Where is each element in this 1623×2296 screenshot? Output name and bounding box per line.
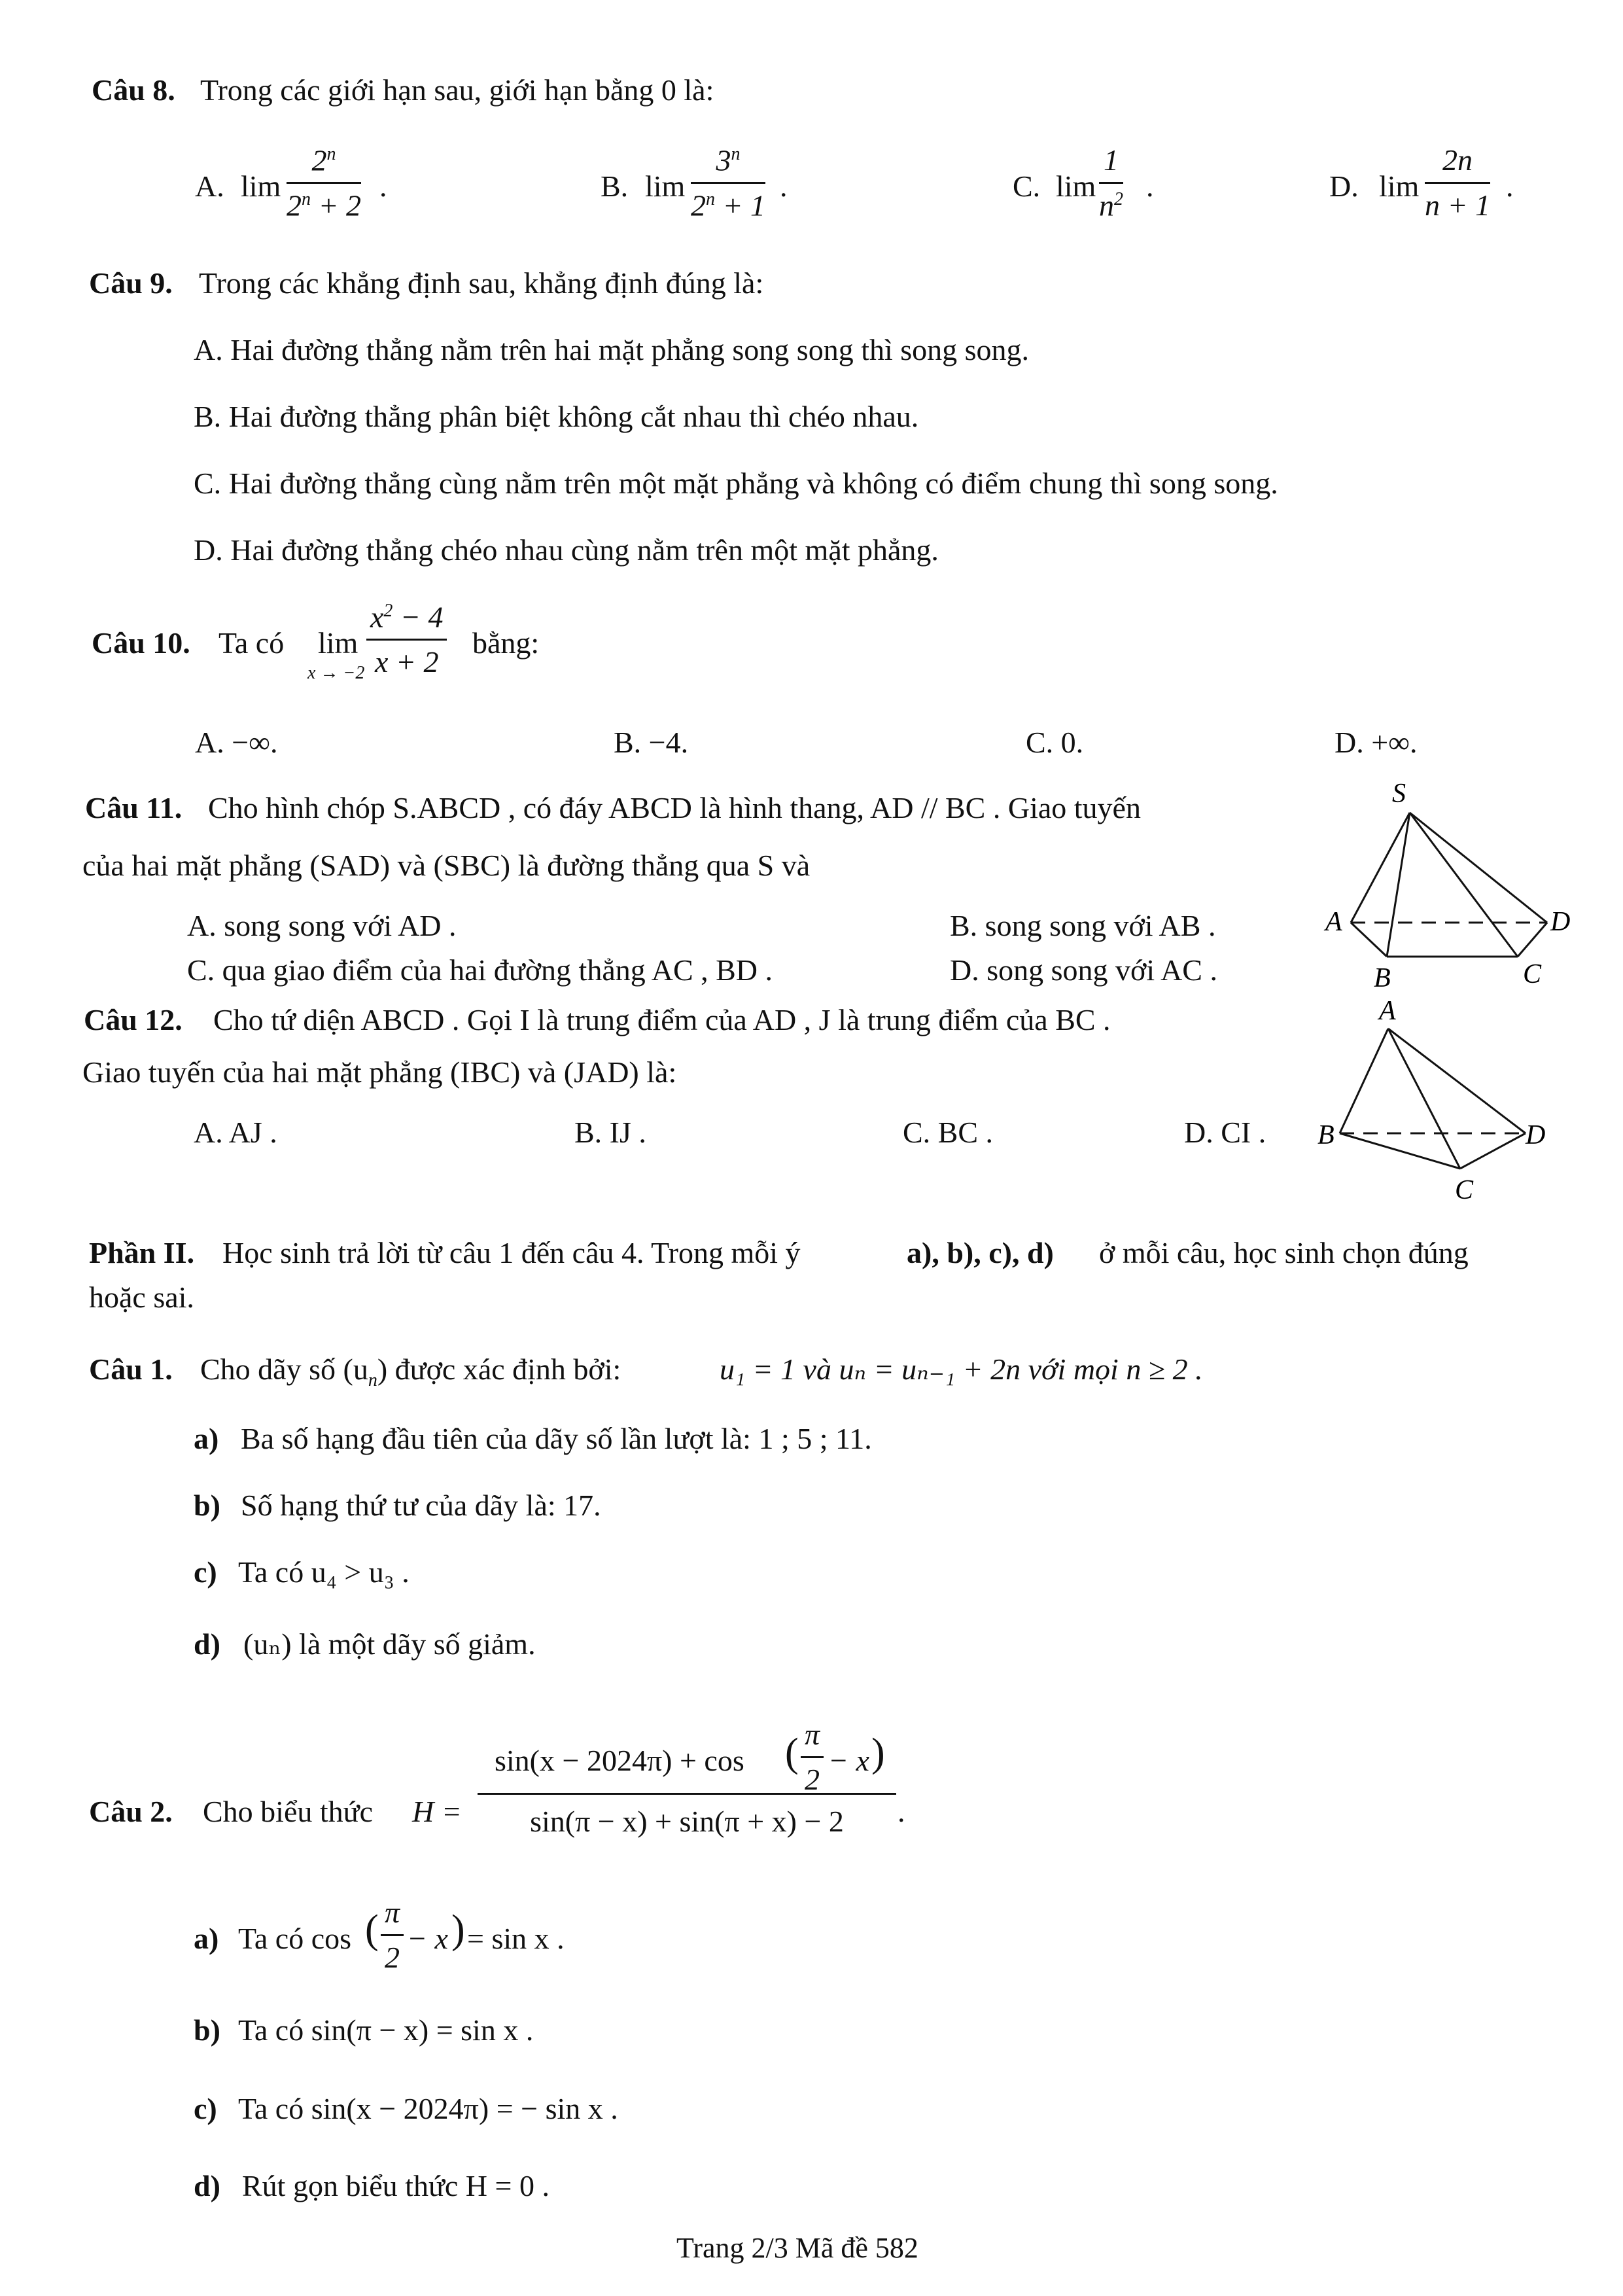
q8-option-a-letter: A.	[195, 169, 224, 203]
q11-text-line1: Cho hình chóp S.ABCD , có đáy ABCD là hình thang, AD // BC . Giao tuyến	[208, 791, 1141, 824]
q12-option-d: D. CI .	[1184, 1116, 1266, 1149]
q12-fig-label-b: B	[1318, 1120, 1335, 1150]
q8-option-c-lim: lim	[1056, 169, 1096, 203]
q12-text-line2: Giao tuyến của hai mặt phẳng (IBC) và (JAD) là:	[82, 1055, 677, 1089]
q10-suffix: bằng:	[472, 626, 540, 660]
q12-fig-label-a: A	[1379, 996, 1396, 1026]
q9-option-d: D. Hai đường thẳng chéo nhau cùng nằm trên một mặt phẳng.	[194, 533, 939, 567]
q9-label: Câu 9.	[89, 266, 173, 300]
p2q1-label: Câu 1.	[89, 1352, 173, 1386]
q12-label: Câu 12.	[84, 1003, 183, 1036]
p2q2-main-denominator: sin(π − x) + sin(π + x) − 2	[530, 1805, 844, 1838]
q12-option-b: B. IJ .	[574, 1116, 646, 1149]
q11-fig-label-a: A	[1325, 907, 1342, 937]
q8-option-d-fraction: $\frac{2n}{n + 1}$	[1425, 143, 1491, 222]
q10-label: Câu 10.	[92, 626, 190, 660]
p2q2-label: Câu 2.	[89, 1795, 173, 1828]
part2-text1: Học sinh trả lời từ câu 1 đến câu 4. Trong mỗi ý	[222, 1236, 801, 1269]
q10-prefix: Ta có	[218, 626, 285, 660]
q9-option-b: B. Hai đường thẳng phân biệt không cắt nhau thì chéo nhau.	[194, 400, 919, 433]
p2q2-main-fraction	[478, 1714, 896, 1839]
q8-option-b-lim: lim	[645, 169, 686, 203]
q10-lim-sub: x → −2	[307, 663, 365, 683]
part2-bold-items: a), b), c), d)	[907, 1236, 1054, 1269]
q10-option-a: A. −∞.	[195, 726, 278, 759]
q11-pyramid-figure	[1315, 779, 1577, 995]
q8-label: Câu 8.	[92, 73, 175, 107]
q8-question: Trong các giới hạn sau, giới hạn bằng 0 là:	[200, 73, 714, 107]
q11-label: Câu 11.	[85, 791, 183, 824]
q11-option-b: B. song song với AB .	[950, 909, 1216, 942]
q10-option-d: D. +∞.	[1335, 726, 1418, 759]
q8-option-d-lim: lim	[1379, 169, 1420, 203]
q8-option-b-fraction: $\frac{3^n}{2^n + 1}$	[691, 143, 766, 222]
part2-text3: hoặc sai.	[89, 1280, 194, 1314]
p2q1-text: Cho dãy số $(u_n)$ được xác định bởi:	[200, 1352, 621, 1391]
q8-option-b-letter: B.	[601, 169, 629, 203]
part2-text2: ở mỗi câu, học sinh chọn đúng	[1099, 1236, 1469, 1269]
q12-option-a: A. AJ .	[194, 1116, 277, 1149]
q11-fig-label-d: D	[1550, 907, 1571, 937]
q12-option-c: C. BC .	[903, 1116, 994, 1149]
q11-fig-label-b: B	[1374, 963, 1391, 993]
q12-fig-label-c: C	[1455, 1175, 1474, 1204]
q8-option-c-fraction: $\frac{1}{n^2}$	[1099, 143, 1123, 222]
part2-label: Phần II.	[89, 1236, 195, 1269]
q11-text-line2: của hai mặt phẳng (SAD) và (SBC) là đường thẳng qua S và	[82, 849, 811, 882]
q10-option-c: C. 0.	[1026, 726, 1084, 759]
q9-option-a: A. Hai đường thẳng nằm trên hai mặt phẳng song song thì song song.	[194, 333, 1030, 366]
q8-option-d-letter: D.	[1329, 169, 1359, 203]
q12-tetrahedron-figure	[1315, 995, 1577, 1204]
q10-lim: lim	[318, 626, 358, 660]
q10-fraction: $\frac{x^2 - 4}{x + 2}$	[366, 602, 447, 677]
p2q2-text: Cho biểu thức	[203, 1795, 374, 1828]
p2q2-main-numerator: sin(x − 2024π) + cos ( $\frac{\pi}{2}$ − x )	[478, 1714, 896, 1795]
q12-fig-label-d: D	[1526, 1120, 1546, 1150]
p2q1-definition: u₁ = 1 và uₙ = uₙ₋₁ + 2n với mọi n ≥ 2 .	[720, 1352, 1203, 1386]
q8-option-a-fraction: $\frac{2^n}{2^n + 2}$	[287, 143, 362, 222]
q11-fig-label-c: C	[1523, 959, 1542, 989]
q9-option-c: C. Hai đường thẳng cùng nằm trên một mặt phẳng và không có điểm chung thì song song.	[194, 467, 1278, 500]
q8-option-c-letter: C.	[1013, 169, 1041, 203]
q10-option-b: B. −4.	[614, 726, 689, 759]
q11-option-a: A. song song với AD .	[187, 909, 457, 942]
q11-option-d: D. song song với AC .	[950, 953, 1217, 987]
q12-text-line1: Cho tứ diện ABCD . Gọi I là trung điểm của AD , J là trung điểm của BC .	[213, 1003, 1111, 1036]
q8-option-a-lim: lim	[241, 169, 281, 203]
q11-option-c: C. qua giao điểm của hai đường thẳng AC , BD .	[187, 953, 773, 987]
page-footer: Trang 2/3 Mã đề 582	[676, 2232, 918, 2264]
q11-fig-label-s: S	[1392, 779, 1406, 809]
p2q2-h-eq: H =	[412, 1795, 462, 1828]
q9-question: Trong các khẳng định sau, khẳng định đúng là:	[199, 266, 764, 300]
